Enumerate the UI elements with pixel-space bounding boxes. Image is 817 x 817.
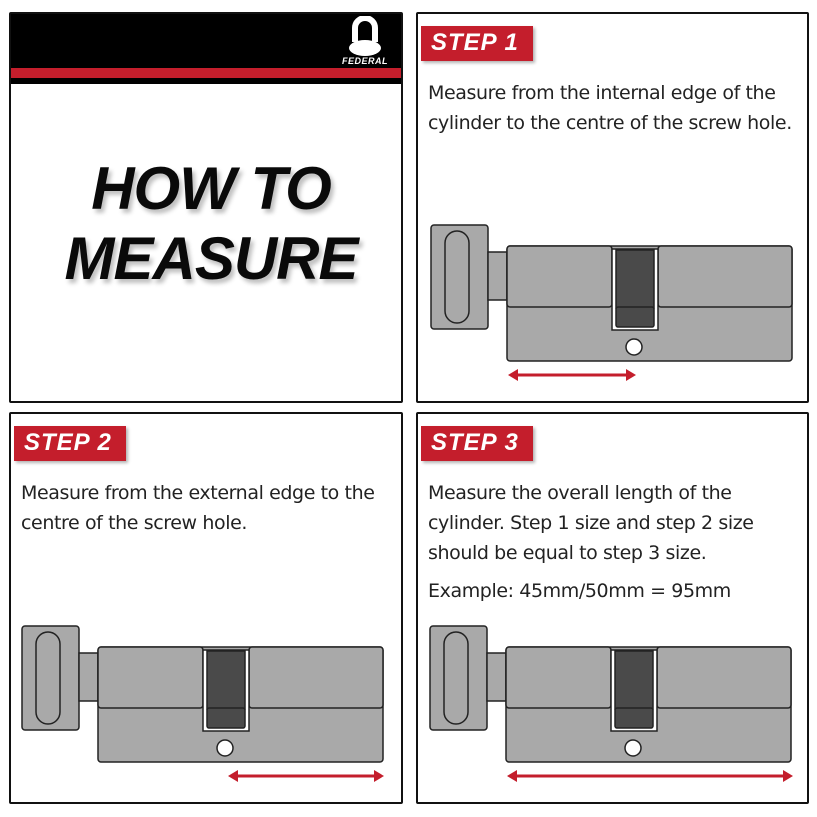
- header-bar: [11, 14, 401, 84]
- screw-hole: [217, 740, 233, 756]
- screw-hole: [626, 339, 642, 355]
- knob-grip: [445, 231, 469, 323]
- lock-cylinder-diagram: [418, 14, 811, 406]
- red-stripe: [11, 68, 401, 78]
- knob-grip: [444, 632, 468, 724]
- cylinder-right-top: [658, 246, 792, 307]
- step-1-text: Measure from the internal edge of the cylinder to the centre of the screw hole.: [428, 82, 792, 134]
- title-line-1: HOW TO: [91, 155, 331, 222]
- arrowhead-right: [626, 369, 636, 381]
- lock-cylinder-diagram: [418, 414, 811, 806]
- padlock-icon: [333, 16, 397, 56]
- title-panel: [9, 12, 403, 403]
- arrowhead-right: [374, 770, 384, 782]
- cylinder-left-top: [506, 647, 611, 708]
- knob-grip: [36, 632, 60, 724]
- arrowhead-left: [508, 369, 518, 381]
- cam: [207, 651, 245, 709]
- knob-neck: [79, 653, 98, 701]
- step-1-badge: STEP 1: [421, 26, 533, 61]
- step-2-panel: [9, 412, 403, 804]
- cam: [616, 250, 654, 308]
- cam-lower: [207, 708, 245, 728]
- cylinder-left-top: [507, 246, 612, 307]
- cylinder-right-top: [249, 647, 383, 708]
- step-3-panel: [416, 412, 809, 804]
- step-1-panel: [416, 12, 809, 403]
- knob-neck: [487, 653, 506, 701]
- title-line-2: MEASURE: [64, 225, 358, 292]
- knob-neck: [488, 252, 507, 300]
- lock-cylinder-diagram: [11, 414, 404, 806]
- cylinder-right-top: [657, 647, 791, 708]
- step-3-example: Example: 45mm/50mm = 95mm: [428, 580, 731, 602]
- cam: [615, 651, 653, 709]
- cylinder-left-top: [98, 647, 203, 708]
- cam-lower: [615, 708, 653, 728]
- step-2-text: Measure from the external edge to the centre of the screw hole.: [21, 482, 375, 534]
- cam-lower: [616, 307, 654, 327]
- screw-hole: [625, 740, 641, 756]
- step-2-badge: STEP 2: [14, 426, 126, 461]
- arrowhead-left: [228, 770, 238, 782]
- arrowhead-right: [783, 770, 793, 782]
- step-3-text: Measure the overall length of the cylinder. Step 1 size and step 2 size should be equal to step 3 size.: [428, 482, 754, 564]
- arrowhead-left: [507, 770, 517, 782]
- step-3-badge: STEP 3: [421, 426, 533, 461]
- federal-logo: FEDERAL: [333, 16, 397, 68]
